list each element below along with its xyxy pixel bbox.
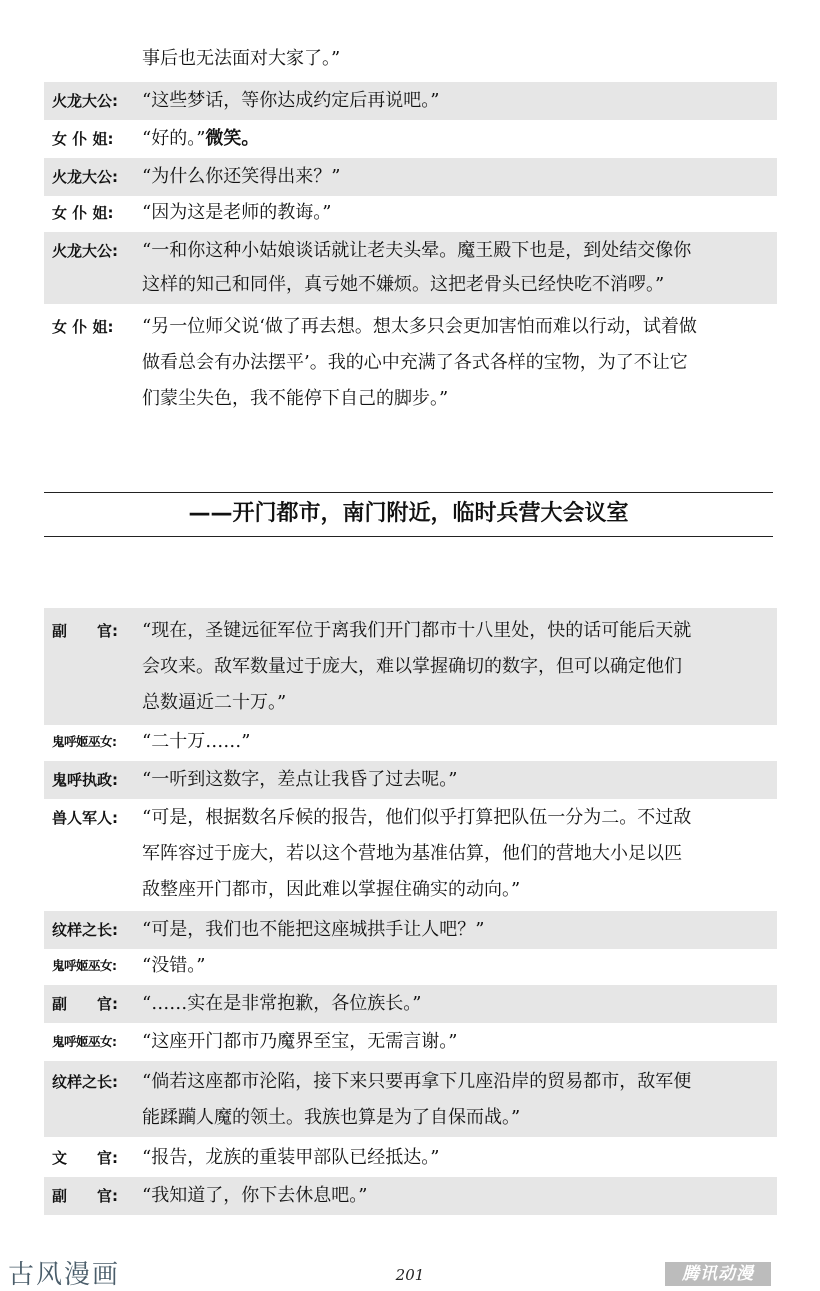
dialogue-line: 这样的知己和同伴，真亏她不嫌烦。这把老骨头已经快吃不消啰。” bbox=[142, 274, 665, 295]
dialogue-line: 会攻来。敌军数量过于庞大，难以掌握确切的数字，但可以确定他们 bbox=[142, 656, 682, 677]
dialogue-line: “没错。” bbox=[142, 955, 206, 976]
dialogue-block bbox=[44, 120, 777, 158]
speaker-label: 鬼呼执政: bbox=[52, 771, 118, 789]
speaker-label: 火龙大公: bbox=[52, 92, 118, 110]
dialogue-line: 军阵容过于庞大，若以这个营地为基准估算，他们的营地大小足以匹 bbox=[142, 843, 682, 864]
speaker-label: 火龙大公: bbox=[52, 168, 118, 186]
dialogue-line: “另一位师父说‘做了再去想。想太多只会更加害怕而难以行动，试着做 bbox=[142, 316, 697, 337]
speaker-label: 副 官: bbox=[52, 995, 118, 1013]
dialogue-block bbox=[44, 158, 777, 196]
watermark-right: 腾讯动漫 bbox=[665, 1262, 771, 1286]
speaker-label: 女 仆 姐: bbox=[52, 204, 114, 222]
dialogue-line: “这些梦话，等你达成约定后再说吧。” bbox=[142, 90, 440, 111]
dialogue-block bbox=[44, 82, 777, 120]
scene-heading: ——开门都市，南门附近，临时兵营大会议室 bbox=[188, 501, 629, 526]
dialogue-block bbox=[44, 799, 777, 909]
dialogue-block bbox=[44, 725, 777, 761]
dialogue-block bbox=[44, 1023, 777, 1061]
dialogue-line: “可是，我们也不能把这座城拱手让人吧？” bbox=[142, 919, 485, 940]
dialogue-line: 能蹂躏人魔的领土。我族也算是为了自保而战。” bbox=[142, 1107, 521, 1128]
stage-direction: 微笑。 bbox=[205, 128, 260, 149]
dialogue-line: 做看总会有办法摆平’。我的心中充满了各式各样的宝物，为了不让它 bbox=[142, 352, 688, 373]
speaker-label: 鬼呼姬巫女: bbox=[52, 734, 117, 749]
dialogue-block bbox=[44, 985, 777, 1023]
heading-rule-top bbox=[44, 492, 773, 493]
dialogue-block bbox=[44, 1061, 777, 1137]
dialogue-line: “这座开门都市乃魔界至宝，无需言谢。” bbox=[142, 1031, 458, 1052]
dialogue-block bbox=[44, 308, 777, 418]
dialogue-line: “因为这是老师的教诲。” bbox=[142, 202, 332, 223]
dialogue-block bbox=[44, 232, 777, 304]
speaker-label: 火龙大公: bbox=[52, 242, 118, 260]
dialogue-line: “一和你这种小姑娘谈话就让老夫头晕。魔王殿下也是，到处结交像你 bbox=[142, 240, 692, 261]
speaker-label: 鬼呼姬巫女: bbox=[52, 1034, 117, 1049]
dialogue-line: 敌整座开门都市，因此难以掌握住确实的动向。” bbox=[142, 879, 521, 900]
dialogue-block bbox=[44, 1139, 777, 1177]
dialogue-block bbox=[44, 911, 777, 949]
dialogue-block bbox=[44, 42, 777, 78]
dialogue-line: “……实在是非常抱歉，各位族长。” bbox=[142, 993, 422, 1014]
dialogue-line bbox=[142, 122, 772, 156]
heading-rule-bottom bbox=[44, 536, 773, 537]
speaker-label: 女 仆 姐: bbox=[52, 318, 114, 336]
dialogue-line: “现在，圣键远征军位于离我们开门都市十八里处，快的话可能后天就 bbox=[142, 620, 692, 641]
dialogue-line: “二十万……” bbox=[142, 731, 251, 752]
speaker-label: 副 官: bbox=[52, 1187, 118, 1205]
dialogue-line: “倘若这座都市沦陷，接下来只要再拿下几座沿岸的贸易都市，敌军便 bbox=[142, 1071, 692, 1092]
dialogue-block bbox=[44, 196, 777, 232]
quote-text: “好的。” bbox=[142, 128, 206, 149]
dialogue-block bbox=[44, 1177, 777, 1215]
dialogue-line: 事后也无法面对大家了。” bbox=[142, 48, 341, 69]
speaker-label: 兽人军人: bbox=[52, 809, 118, 827]
dialogue-line: “一听到这数字，差点让我昏了过去呢。” bbox=[142, 769, 458, 790]
dialogue-line: 总数逼近二十万。” bbox=[142, 692, 287, 713]
dialogue-line: “我知道了，你下去休息吧。” bbox=[142, 1185, 368, 1206]
dialogue-line: “可是，根据数名斥候的报告，他们似乎打算把队伍一分为二。不过敌 bbox=[142, 807, 692, 828]
dialogue-line: 们蒙尘失色，我不能停下自己的脚步。” bbox=[142, 388, 449, 409]
page-number: 201 bbox=[395, 1266, 425, 1284]
speaker-label: 鬼呼姬巫女: bbox=[52, 958, 117, 973]
dialogue-line: “报告，龙族的重装甲部队已经抵达。” bbox=[142, 1147, 440, 1168]
speaker-label: 女 仆 姐: bbox=[52, 130, 114, 148]
dialogue-block bbox=[44, 608, 777, 725]
speaker-label: 纹样之长: bbox=[52, 1073, 118, 1091]
dialogue-block bbox=[44, 761, 777, 799]
speaker-label: 文 官: bbox=[52, 1149, 118, 1167]
dialogue-block bbox=[44, 949, 777, 985]
dialogue-line: “为什么你还笑得出来？” bbox=[142, 166, 341, 187]
watermark-left: 古风漫画 bbox=[8, 1260, 121, 1290]
speaker-label: 纹样之长: bbox=[52, 921, 118, 939]
speaker-label: 副 官: bbox=[52, 622, 118, 640]
